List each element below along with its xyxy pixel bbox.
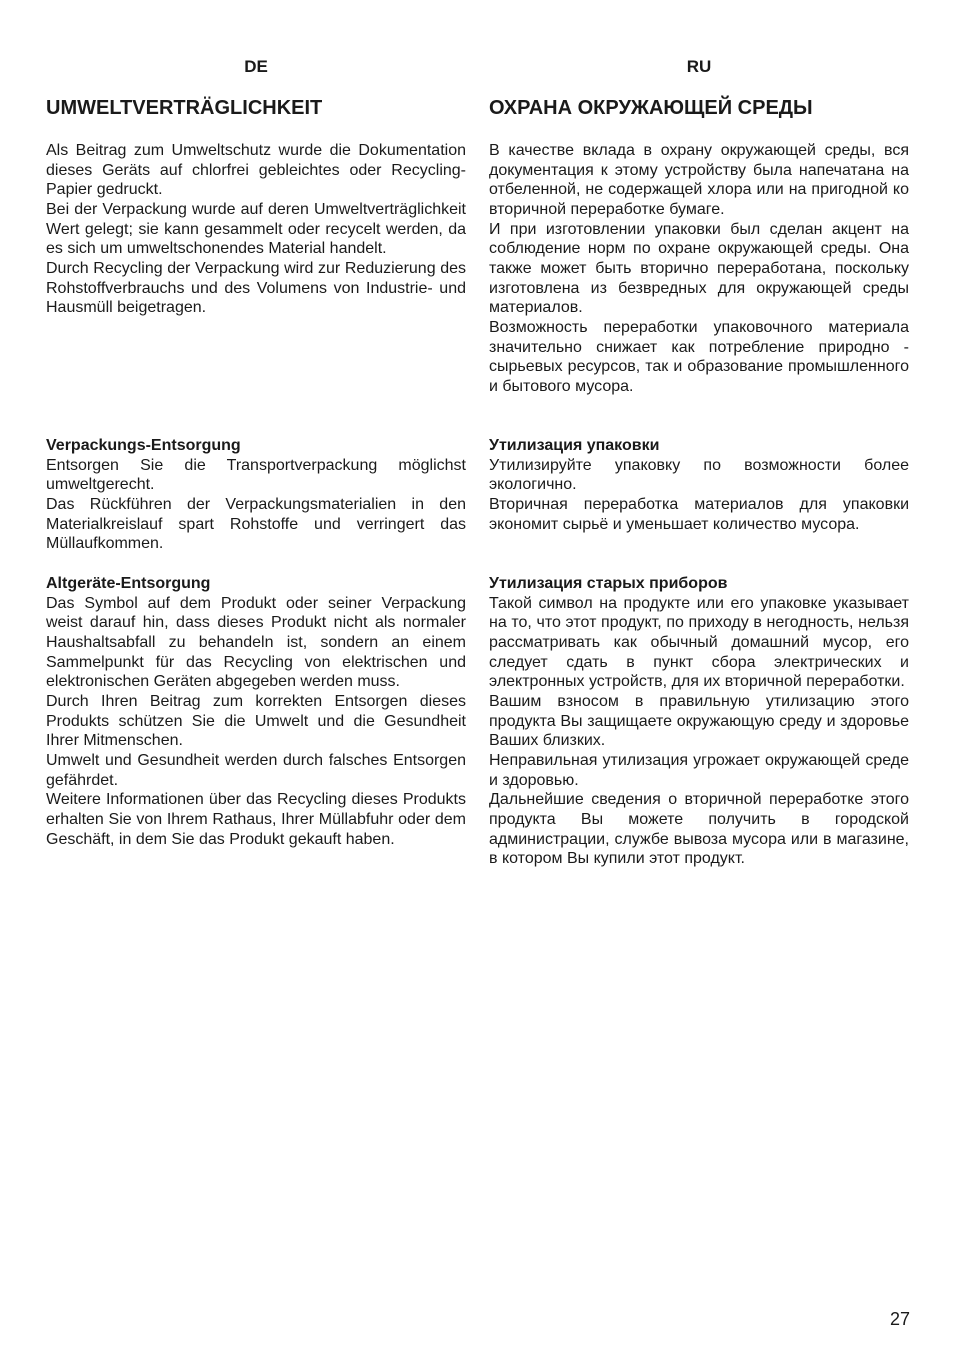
section-disposal-ru [489,574,909,869]
paragraph: Entsorgen Sie die Transportverpackung möglichst umweltgerecht. [46,456,466,494]
paragraph: Als Beitrag zum Umweltschutz wurde die Dokumentation dieses Geräts auf chlorfrei gebleichtes oder Recycling-Papier gedruckt. [46,142,466,199]
intro-de [46,141,466,318]
paragraph: Вторичная переработка материалов для упаковки экономит сырьё и уменьшает количество мусора. [489,495,909,533]
paragraph: Возможность переработки упаковочного материала значительно снижает как потребление природно - сырьевых ресурсов, так и образование промышленного и бытового мусора. [489,318,909,395]
paragraph: Дальнейшие сведения о вторичной переработке этого продукта Вы можете получить в городской администрации, службе вывоза мусора или в магазине, в котором Вы купили этот продукт. [489,791,909,868]
paragraph: Umwelt und Gesundheit werden durch falsches Entsorgen gefährdet. [46,751,466,789]
paragraph: Bei der Verpackung wurde auf deren Umweltverträglichkeit Wert gelegt; sie kann gesammelt oder recycelt werden, da es sich um umweltschonendes Material handelt. [46,200,466,258]
section-packaging-ru [489,436,909,534]
paragraph: Такой символ на продукте или его упаковке указывает на то, что этот продукт, по приходу в негодность, нельзя рассматривать как обычный домашний мусор, его следует сдать в пункт сбора электрических и электронных устройств, для их вторичной переработки. [489,594,909,691]
paragraph: Weitere Informationen über das Recycling dieses Produkts erhalten Sie von Ihrem Rathaus, Ihrer Müllabfuhr oder dem Geschäft, in dem Sie das Produkt gekauft haben. [46,791,466,848]
language-label-ru: RU [686,57,712,76]
language-label-de: DE [244,57,268,76]
paragraph: Durch Recycling der Verpackung wird zur Reduzierung des Rohstoffverbrauchs und des Volumens von Industrie- und Hausmüll beigetragen. [46,259,466,317]
paragraph: И при изготовлении упаковки был сделан акцент на соблюдение норм по охране окружающей среды. Она также может быть вторично переработана, поскольку изготовлена из безвредных для окружающей среды материалов. [489,220,909,317]
subheading: Утилизация старых приборов [489,575,728,592]
page-number: 27 [889,1309,910,1329]
paragraph: Утилизируйте упаковку по возможности более экологично. [489,456,909,494]
section-disposal-de [46,574,466,849]
heading-de: UMWELTVERTRÄGLICHKEIT [46,97,323,119]
paragraph: В качестве вклада в охрану окружающей среды, вся документация к этому устройству была напечатана на отбеленной, не содержащей хлора или на пригодной ко вторичной переработке бумаге. [489,142,909,218]
paragraph: Неправильная утилизация угрожает окружающей среде и здоровью. [489,751,909,789]
subheading: Утилизация упаковки [489,437,660,454]
subheading: Altgeräte-Entsorgung [46,575,211,592]
paragraph: Das Rückführen der Verpackungsmaterialien in den Materialkreislauf spart Rohstoffe und verringert das Müllaufkommen. [46,495,466,553]
subheading: Verpackungs-Entsorgung [46,437,241,454]
intro-ru [489,141,909,397]
heading-ru: ОХРАНА ОКРУЖАЮЩЕЙ СРЕДЫ [489,97,813,119]
section-packaging-de [46,436,466,554]
paragraph: Вашим взносом в правильную утилизацию этого продукта Вы защищаете окружающую среду и здоровье Ваших близких. [489,692,909,750]
paragraph: Das Symbol auf dem Produkt oder seiner Verpackung weist darauf hin, dass dieses Produkt nicht als normaler Haushaltsabfall zu behandeln ist, sondern an einem Sammelpunkt für das Recycling von elektrischen und elektronischen Geräten abgegeben werden muss. [46,594,466,691]
paragraph: Durch Ihren Beitrag zum korrekten Entsorgen dieses Produkts schützen Sie die Umwelt und die Gesundheit Ihrer Mitmenschen. [46,692,466,750]
